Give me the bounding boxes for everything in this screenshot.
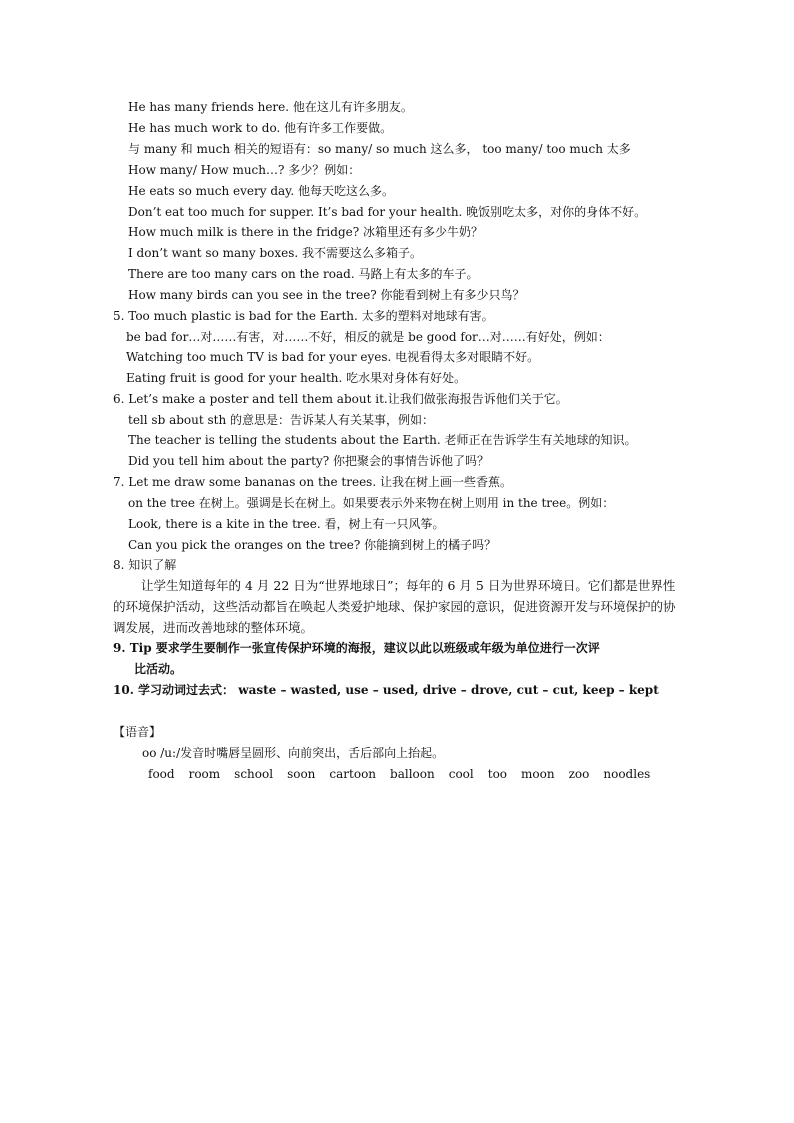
example-line: Look, there is a kite in the tree. 看，树上有一只风筝。: [128, 517, 445, 531]
example-line: Watching too much TV is bad for your eyes. 电视看得太多对眼睛不好。: [126, 350, 540, 364]
example-line: There are too many cars on the road. 马路上有太多的车子。: [128, 267, 479, 281]
word-item: cool: [448, 767, 474, 781]
word-item: noodles: [603, 767, 651, 781]
example-line: Can you pick the oranges on the tree? 你能摘到树上的橘子吗？: [128, 538, 497, 552]
numbered-heading: 8. 知识了解: [113, 558, 177, 572]
knowledge-paragraph: [113, 575, 676, 638]
phonics-rule-text: oo /u:/发音时嘴唇呈圆形、向前突出，舌后部向上抬起。: [142, 746, 445, 760]
word-list: [148, 766, 664, 782]
numbered-heading: 7. Let me draw some bananas on the trees. 让我在树上画一些香蕉。: [113, 475, 512, 489]
numbered-heading-bold: 10. 学习动词过去式： waste – wasted, use – used, drive – drove, cut – cut, keep – kept: [113, 683, 659, 697]
example-line: How much milk is there in the fridge? 冰箱里还有多少牛奶？: [128, 225, 483, 239]
phonics-rule: [142, 745, 444, 761]
word-item: room: [188, 767, 221, 781]
example-line: He has many friends here. 他在这儿有许多朋友。: [128, 100, 413, 114]
explanation-line: on the tree 在树上。强调是长在树上。如果要表示外来物在树上则用 in the tree。例如：: [128, 496, 615, 510]
paragraph-text: 让学生知道每年的 4 月 22 日为“世界地球日”；每年的 6 月 5 日为世界环境日。它们都是世界性的环境保护活动，这些活动都旨在唤起人类爱护地球、保护家园的意识，促进资源开发与环境保护的协调发展，进而改善地球的整体环境。: [113, 578, 676, 635]
explanation-line: How many/ How much…? 多少？例如：: [128, 163, 361, 177]
word-item: food: [148, 767, 175, 781]
word-item: too: [487, 767, 508, 781]
numbered-heading: 6. Let’s make a poster and tell them about it.让我们做张海报告诉他们关于它。: [113, 392, 568, 406]
continuation-line-bold: 比活动。: [134, 662, 183, 676]
numbered-heading-bold: 9. Tip 要求学生要制作一张宣传保护环境的海报，建议以此以班级或年级为单位进行一次评: [113, 641, 600, 655]
example-line: How many birds can you see in the tree? 你能看到树上有多少只鸟？: [128, 288, 525, 302]
example-line: Eating fruit is good for your health. 吃水果对身体有好处。: [126, 371, 467, 385]
example-line: He has much work to do. 他有许多工作要做。: [128, 121, 393, 135]
word-item: balloon: [390, 767, 435, 781]
example-line: Did you tell him about the party? 你把聚会的事情告诉他了吗？: [128, 454, 489, 468]
example-line: Don’t eat too much for supper. It’s bad for your health. 晚饭别吃太多，对你的身体不好。: [128, 205, 647, 219]
word-item: cartoon: [329, 767, 377, 781]
example-line: The teacher is telling the students about the Earth. 老师正在告诉学生有关地球的知识。: [128, 433, 637, 447]
word-item: school: [234, 767, 274, 781]
example-line: He eats so much every day. 他每天吃这么多。: [128, 184, 394, 198]
explanation-line: tell sb about sth 的意思是：告诉某人有关某事，例如：: [128, 413, 435, 427]
word-item: moon: [521, 767, 555, 781]
word-item: soon: [287, 767, 316, 781]
explanation-line: be bad for…对……有害，对……不好，相反的就是 be good for…对……有好处，例如：: [126, 330, 610, 344]
explanation-line: 与 many 和 much 相关的短语有：so many/ so much 这么多， too many/ too much 太多: [128, 142, 631, 156]
section-heading: 【语音】: [113, 725, 162, 739]
numbered-heading: 5. Too much plastic is bad for the Earth. 太多的塑料对地球有害。: [113, 309, 494, 323]
example-line: I don’t want so many boxes. 我不需要这么多箱子。: [128, 246, 423, 260]
word-item: zoo: [568, 767, 590, 781]
